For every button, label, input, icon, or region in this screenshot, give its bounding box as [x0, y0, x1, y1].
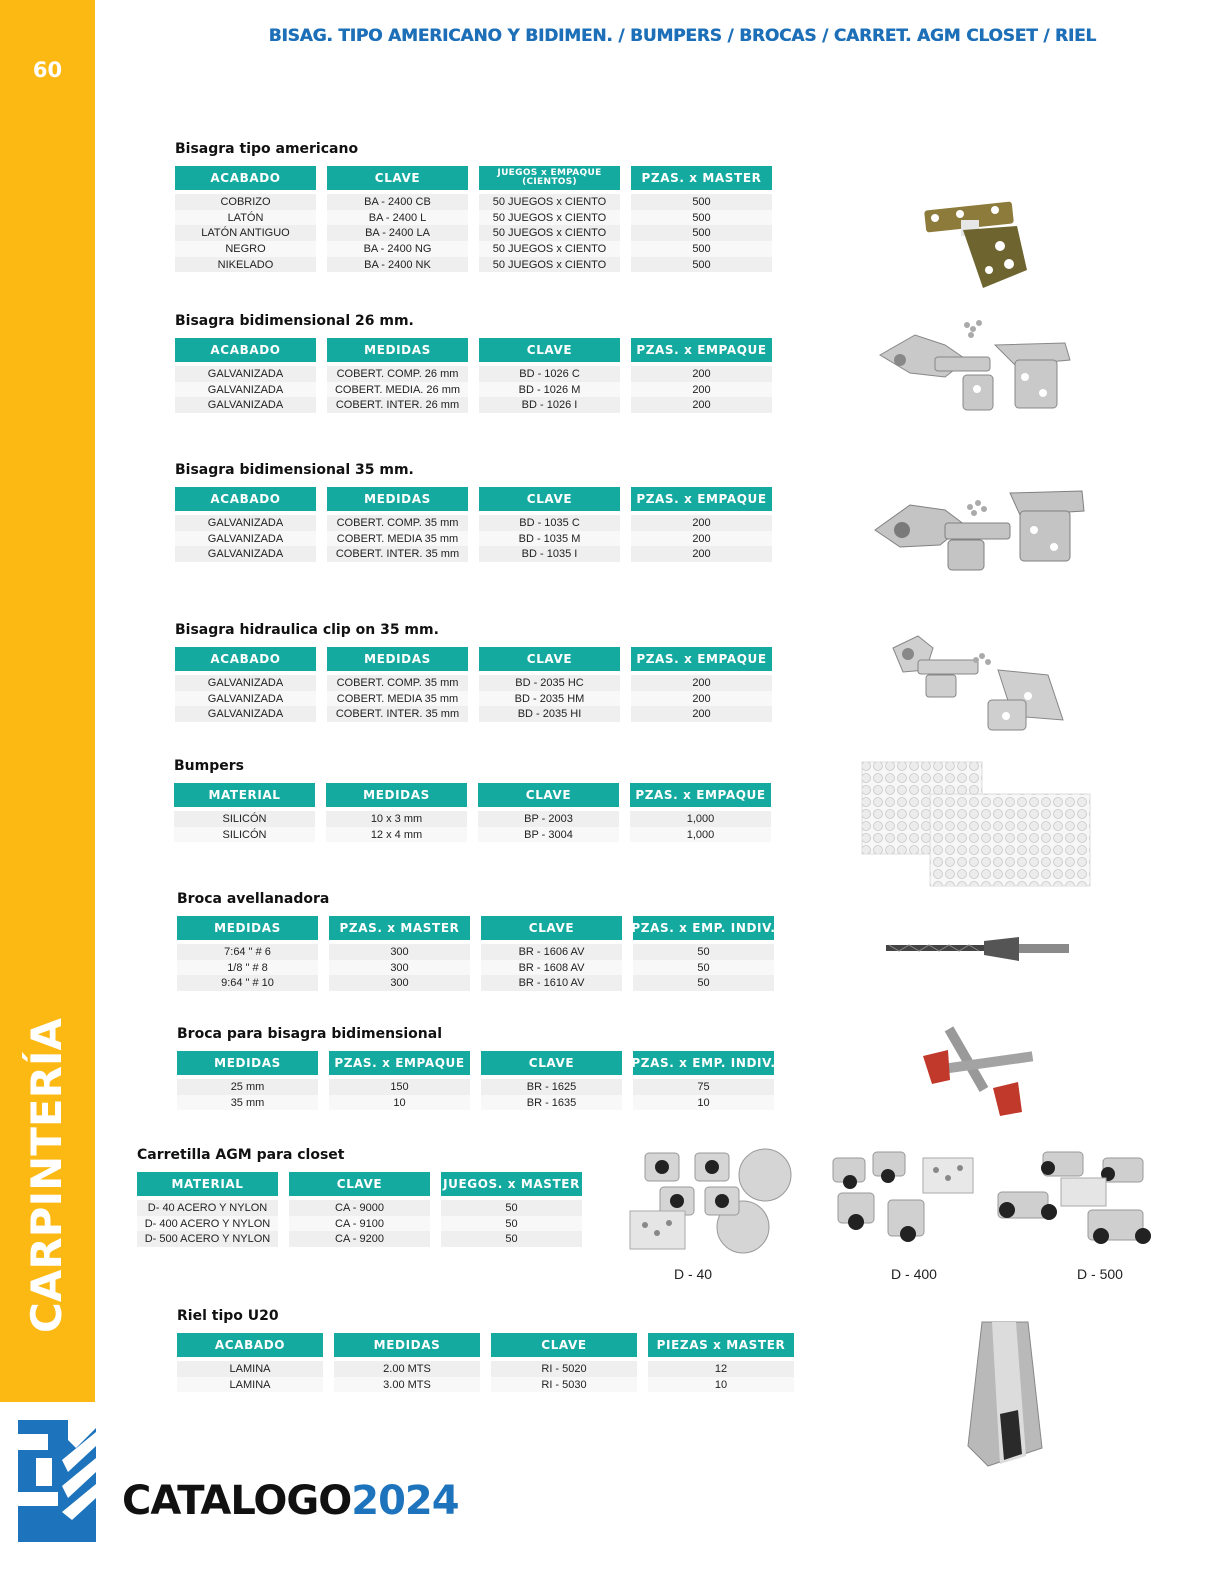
table-cell: BA - 2400 CB [327, 194, 468, 210]
page-header: BISAG. TIPO AMERICANO Y BIDIMEN. / BUMPERS / BROCAS / CARRET. AGM CLOSET / RIEL [268, 26, 1096, 46]
table-cell: 75 [633, 1079, 774, 1095]
catalog-footer [122, 1478, 459, 1524]
table-column [479, 338, 620, 413]
table-column [633, 916, 774, 991]
section-bisagra-35 [175, 462, 772, 562]
table-column [175, 647, 316, 722]
table-cell: RI - 5020 [491, 1361, 637, 1377]
column-header: ACABADO [175, 338, 316, 362]
table-column [327, 487, 468, 562]
table-cell: CA - 9100 [289, 1216, 430, 1232]
table-column [177, 916, 318, 991]
table-cell: BA - 2400 NG [327, 241, 468, 257]
column-header: PZAS. x EMPAQUE [631, 487, 772, 511]
table-cell: 500 [631, 194, 772, 210]
table-column [289, 1172, 430, 1247]
catalog-word: CATALOGO [122, 1478, 352, 1524]
table-cell: BA - 2400 LA [327, 225, 468, 241]
column-header: MEDIDAS [177, 1051, 318, 1075]
table-cell: CA - 9200 [289, 1231, 430, 1247]
product-table [174, 783, 771, 842]
table-cell: 10 x 3 mm [326, 811, 467, 827]
table-cell: 300 [329, 944, 470, 960]
carretilla-d40-image [625, 1145, 800, 1255]
column-header: PIEZAS x MASTER [648, 1333, 794, 1357]
table-column [175, 338, 316, 413]
table-cell: NEGRO [175, 241, 316, 257]
carretilla-d500-image [993, 1148, 1158, 1253]
table-cell: LATÓN ANTIGUO [175, 225, 316, 241]
table-cell: 7:64 " # 6 [177, 944, 318, 960]
column-header: CLAVE [491, 1333, 637, 1357]
caption-d40: D - 40 [673, 1266, 713, 1282]
product-table [175, 338, 772, 413]
column-header: PZAS. x EMPAQUE [630, 783, 771, 807]
table-column [327, 647, 468, 722]
table-cell: GALVANIZADA [175, 382, 316, 398]
table-cell: 300 [329, 975, 470, 991]
carretilla-d400-image [828, 1148, 978, 1248]
column-header: ACABADO [175, 647, 316, 671]
table-cell: 200 [631, 366, 772, 382]
table-cell: GALVANIZADA [175, 397, 316, 413]
column-header: CLAVE [479, 647, 620, 671]
column-header: MATERIAL [137, 1172, 278, 1196]
table-column [174, 783, 315, 842]
table-column [175, 487, 316, 562]
column-header: ACABADO [175, 166, 316, 190]
table-cell: COBERT. MEDIA 35 mm [327, 691, 468, 707]
countersink-drill-image [884, 933, 1072, 965]
table-column [334, 1333, 480, 1392]
table-cell: 10 [648, 1377, 794, 1393]
table-cell: GALVANIZADA [175, 546, 316, 562]
product-table [175, 166, 772, 272]
table-cell: 200 [631, 515, 772, 531]
table-cell: 200 [631, 531, 772, 547]
column-header: CLAVE [479, 338, 620, 362]
column-header: MATERIAL [174, 783, 315, 807]
section-broca-bisagra [177, 1026, 774, 1110]
table-cell: 200 [631, 706, 772, 722]
table-cell: 500 [631, 257, 772, 273]
table-cell: GALVANIZADA [175, 675, 316, 691]
section-title: Bisagra hidraulica clip on 35 mm. [175, 622, 439, 638]
section-title: Riel tipo U20 [177, 1308, 279, 1324]
table-cell: D- 400 ACERO Y NYLON [137, 1216, 278, 1232]
page-number: 60 [32, 58, 63, 82]
section-bumpers [174, 758, 771, 842]
table-cell: BR - 1608 AV [481, 960, 622, 976]
section-title: Bisagra bidimensional 26 mm. [175, 313, 414, 329]
hinge-26mm-image [875, 315, 1080, 420]
table-cell: D- 500 ACERO Y NYLON [137, 1231, 278, 1247]
product-table [177, 1333, 794, 1392]
table-column [648, 1333, 794, 1392]
table-column [327, 166, 468, 272]
table-cell: 35 mm [177, 1095, 318, 1111]
column-header: MEDIDAS [327, 647, 468, 671]
product-table [137, 1172, 582, 1247]
hinge-drill-image [918, 1020, 1038, 1120]
column-header: MEDIDAS [177, 916, 318, 940]
column-header: JUEGOS. x MASTER [441, 1172, 582, 1196]
table-cell: 500 [631, 241, 772, 257]
product-table [177, 916, 774, 991]
table-cell: 500 [631, 210, 772, 226]
catalog-year: 2024 [351, 1478, 459, 1524]
table-cell: 12 x 4 mm [326, 827, 467, 843]
table-column [630, 783, 771, 842]
table-cell: BD - 1026 M [479, 382, 620, 398]
table-cell: BD - 2035 HI [479, 706, 620, 722]
column-header: MEDIDAS [327, 487, 468, 511]
table-column [491, 1333, 637, 1392]
table-cell: 50 JUEGOS x CIENTO [479, 210, 620, 226]
section-title: Broca para bisagra bidimensional [177, 1026, 443, 1042]
table-column [327, 338, 468, 413]
column-header: CLAVE [478, 783, 619, 807]
table-column [631, 487, 772, 562]
section-title: Bumpers [174, 758, 244, 774]
table-cell: BA - 2400 L [327, 210, 468, 226]
table-column [175, 166, 316, 272]
section-carretilla [137, 1147, 582, 1247]
column-header: PZAS. x EMPAQUE [631, 647, 772, 671]
section-bisagra-hidraulica [175, 622, 772, 722]
column-header: MEDIDAS [334, 1333, 480, 1357]
product-table [175, 647, 772, 722]
table-cell: 200 [631, 546, 772, 562]
table-cell: 50 JUEGOS x CIENTO [479, 257, 620, 273]
table-column [481, 1051, 622, 1110]
table-column [177, 1333, 323, 1392]
column-header: JUEGOS x EMPAQUE (CIENTOS) [479, 166, 620, 190]
table-cell: 50 JUEGOS x CIENTO [479, 194, 620, 210]
table-cell: 2.00 MTS [334, 1361, 480, 1377]
table-cell: BR - 1606 AV [481, 944, 622, 960]
table-cell: BA - 2400 NK [327, 257, 468, 273]
table-column [177, 1051, 318, 1110]
column-header: PZAS. x MASTER [631, 166, 772, 190]
table-cell: 200 [631, 691, 772, 707]
table-cell: LATÓN [175, 210, 316, 226]
table-cell: COBERT. COMP. 26 mm [327, 366, 468, 382]
table-cell: BD - 1026 C [479, 366, 620, 382]
section-title: Bisagra bidimensional 35 mm. [175, 462, 414, 478]
table-cell: BR - 1635 [481, 1095, 622, 1111]
table-cell: GALVANIZADA [175, 706, 316, 722]
column-header: ACABADO [175, 487, 316, 511]
table-cell: 50 [441, 1216, 582, 1232]
bumpers-image [860, 760, 1096, 888]
table-cell: SILICÓN [174, 827, 315, 843]
column-header: CLAVE [479, 487, 620, 511]
table-cell: 200 [631, 675, 772, 691]
column-header: MEDIDAS [327, 338, 468, 362]
table-cell: 1,000 [630, 827, 771, 843]
table-cell: SILICÓN [174, 811, 315, 827]
table-cell: GALVANIZADA [175, 515, 316, 531]
table-cell: BD - 1035 C [479, 515, 620, 531]
table-column [631, 166, 772, 272]
column-header: CLAVE [327, 166, 468, 190]
table-cell: BD - 1035 M [479, 531, 620, 547]
hydraulic-hinge-image [888, 630, 1068, 738]
table-cell: 10 [329, 1095, 470, 1111]
table-cell: GALVANIZADA [175, 691, 316, 707]
table-cell: 12 [648, 1361, 794, 1377]
table-column [329, 916, 470, 991]
american-hinge-image [905, 178, 1045, 293]
column-header: CLAVE [289, 1172, 430, 1196]
table-cell: BD - 2035 HM [479, 691, 620, 707]
table-cell: D- 40 ACERO Y NYLON [137, 1200, 278, 1216]
section-title: Broca avellanadora [177, 891, 330, 907]
table-cell: COBERT. MEDIA 35 mm [327, 531, 468, 547]
brand-logo [18, 1420, 96, 1542]
table-cell: 9:64 " # 10 [177, 975, 318, 991]
table-cell: COBERT. COMP. 35 mm [327, 515, 468, 531]
table-cell: GALVANIZADA [175, 366, 316, 382]
table-cell: BD - 2035 HC [479, 675, 620, 691]
column-header: CLAVE [481, 1051, 622, 1075]
table-cell: LAMINA [177, 1361, 323, 1377]
table-cell: 50 [633, 944, 774, 960]
table-cell: BR - 1610 AV [481, 975, 622, 991]
section-title: Carretilla AGM para closet [137, 1147, 345, 1163]
table-cell: BD - 1026 I [479, 397, 620, 413]
table-column [326, 783, 467, 842]
table-column [137, 1172, 278, 1247]
column-header: PZAS. x EMP. INDIV. [633, 916, 774, 940]
table-cell: BR - 1625 [481, 1079, 622, 1095]
table-cell: 50 [441, 1231, 582, 1247]
column-header: PZAS. x MASTER [329, 916, 470, 940]
table-cell: 200 [631, 382, 772, 398]
column-header: PZAS. x EMPAQUE [631, 338, 772, 362]
table-cell: COBRIZO [175, 194, 316, 210]
column-header: PZAS. x EMP. INDIV. [633, 1051, 774, 1075]
table-cell: 500 [631, 225, 772, 241]
table-column [479, 487, 620, 562]
table-cell: BP - 3004 [478, 827, 619, 843]
caption-d500: D - 500 [1077, 1266, 1123, 1282]
table-cell: 25 mm [177, 1079, 318, 1095]
table-cell: 150 [329, 1079, 470, 1095]
table-column [631, 647, 772, 722]
table-column [441, 1172, 582, 1247]
table-cell: COBERT. INTER. 26 mm [327, 397, 468, 413]
hinge-35mm-image [870, 485, 1090, 575]
table-column [479, 166, 620, 272]
table-cell: 300 [329, 960, 470, 976]
table-cell: 50 JUEGOS x CIENTO [479, 241, 620, 257]
table-column [633, 1051, 774, 1110]
caption-d400: D - 400 [891, 1266, 937, 1282]
table-column [478, 783, 619, 842]
section-bisagra-26 [175, 313, 772, 413]
table-cell: NIKELADO [175, 257, 316, 273]
table-cell: 1,000 [630, 811, 771, 827]
column-header: MEDIDAS [326, 783, 467, 807]
table-cell: 200 [631, 397, 772, 413]
table-cell: COBERT. INTER. 35 mm [327, 706, 468, 722]
product-table [175, 487, 772, 562]
table-cell: 50 [633, 960, 774, 976]
table-cell: 1/8 " # 8 [177, 960, 318, 976]
table-column [481, 916, 622, 991]
table-cell: 50 [633, 975, 774, 991]
table-cell: GALVANIZADA [175, 531, 316, 547]
section-title: Bisagra tipo americano [175, 141, 359, 157]
table-cell: BP - 2003 [478, 811, 619, 827]
u20-rail-image [958, 1318, 1050, 1470]
table-column [631, 338, 772, 413]
column-header: ACABADO [177, 1333, 323, 1357]
product-table [177, 1051, 774, 1110]
column-header: CLAVE [481, 916, 622, 940]
table-cell: LAMINA [177, 1377, 323, 1393]
table-cell: RI - 5030 [491, 1377, 637, 1393]
table-cell: 10 [633, 1095, 774, 1111]
table-cell: COBERT. MEDIA. 26 mm [327, 382, 468, 398]
table-column [329, 1051, 470, 1110]
section-broca-avellanadora [177, 891, 774, 991]
table-column [479, 647, 620, 722]
table-cell: 3.00 MTS [334, 1377, 480, 1393]
table-cell: 50 [441, 1200, 582, 1216]
section-riel [177, 1308, 794, 1392]
table-cell: COBERT. COMP. 35 mm [327, 675, 468, 691]
category-label: CARPINTERÍA [22, 1017, 71, 1333]
table-cell: CA - 9000 [289, 1200, 430, 1216]
table-cell: 50 JUEGOS x CIENTO [479, 225, 620, 241]
table-cell: COBERT. INTER. 35 mm [327, 546, 468, 562]
column-header: PZAS. x EMPAQUE [329, 1051, 470, 1075]
section-bisagra-americano [175, 141, 772, 272]
table-cell: BD - 1035 I [479, 546, 620, 562]
